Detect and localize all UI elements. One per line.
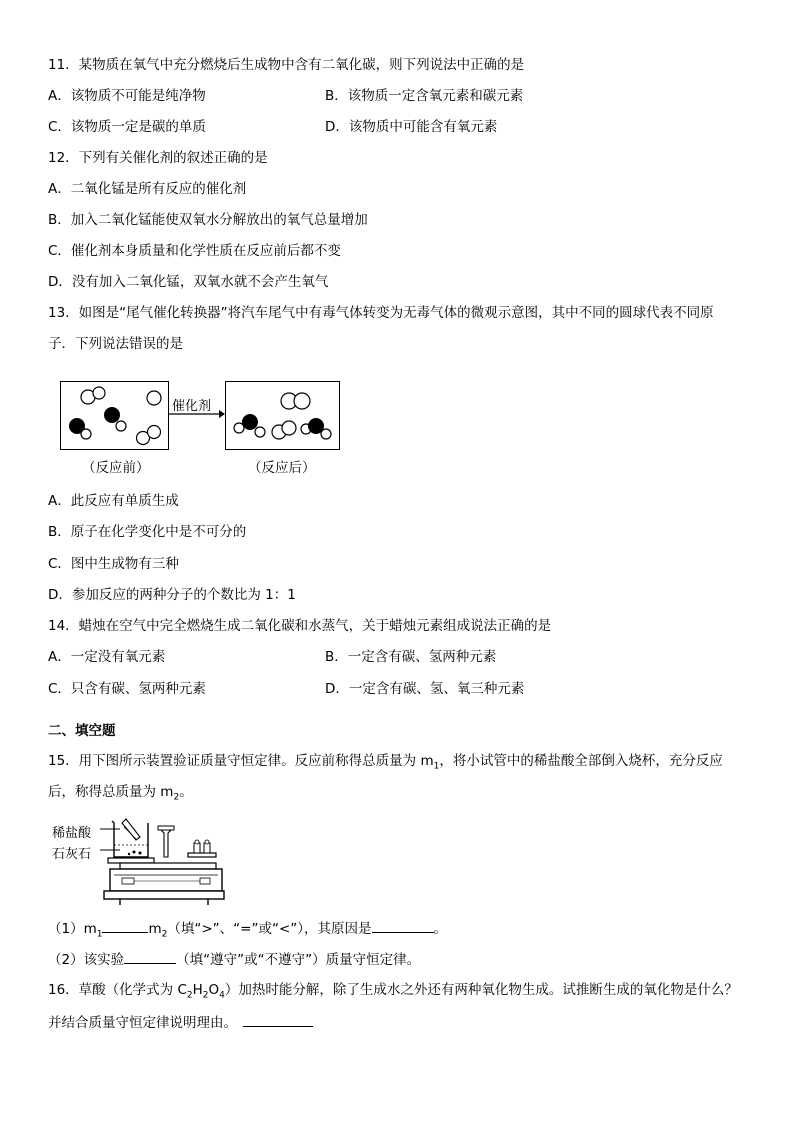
q15-part2: （2）该实验 （填“遵守”或“不遵守”）质量守恒定律。 bbox=[48, 949, 420, 969]
q12-stem: 12．下列有关催化剂的叙述正确的是 bbox=[48, 150, 268, 166]
atom-white bbox=[255, 427, 265, 437]
q15-part1-blank-compare[interactable] bbox=[102, 918, 148, 933]
q12-option-a[interactable]: A．二氧化锰是所有反应的催化剂 bbox=[48, 181, 247, 197]
atom-black bbox=[104, 407, 120, 423]
dilute-hcl-label: 稀盐酸 bbox=[52, 826, 92, 841]
atom-white bbox=[81, 429, 91, 439]
atom-white bbox=[321, 429, 331, 439]
before-reaction-box bbox=[60, 381, 169, 450]
section-title-fill-in: 二、填空题 bbox=[48, 723, 116, 739]
q11-option-b[interactable]: B．该物质一定含氧元素和碳元素 bbox=[325, 88, 524, 104]
q13-option-a[interactable]: A．此反应有单质生成 bbox=[48, 493, 179, 509]
q13-stem-line1: 13．如图是“尾气催化转换器”将汽车尾气中有毒气体转变为无毒气体的微观示意图，其中不同的圆球代表不同原 bbox=[48, 305, 714, 321]
after-reaction-box bbox=[225, 381, 340, 450]
atom-white bbox=[148, 426, 161, 439]
q14-stem: 14．蜡烛在空气中完全燃烧生成二氧化碳和水蒸气，关于蜡烛元素组成说法正确的是 bbox=[48, 618, 552, 634]
balance-with-beaker bbox=[100, 815, 225, 910]
atom-white bbox=[93, 387, 105, 399]
catalyst-label: 催化剂 bbox=[172, 399, 212, 414]
q14-option-b[interactable]: B．一定含有碳、氢两种元素 bbox=[325, 649, 497, 665]
q13-option-c[interactable]: C．图中生成物有三种 bbox=[48, 556, 179, 572]
q11-stem: 11．某物质在氧气中充分燃烧后生成物中含有二氧化碳，则下列说法中正确的是 bbox=[48, 57, 525, 73]
q11-option-d[interactable]: D．该物质中可能含有氧元素 bbox=[325, 119, 498, 135]
limestone-label: 石灰石 bbox=[52, 847, 92, 862]
after-reaction-caption: （反应后） bbox=[248, 460, 316, 476]
q16-line2: 并结合质量守恒定律说明理由。 bbox=[48, 1012, 313, 1032]
q16-line1: 16．草酸（化学式为 $C_2H_2O_4$）加热时能分解，除了生成水之外还有两种氧化物生成。试推断生成的氧化物是什么？ bbox=[48, 982, 738, 1001]
q11-option-c[interactable]: C．该物质一定是碳的单质 bbox=[48, 119, 206, 135]
q13-stem-line2: 子．下列说法错误的是 bbox=[48, 336, 183, 352]
before-reaction-molecules bbox=[61, 382, 168, 449]
before-reaction-caption: （反应前） bbox=[82, 460, 150, 476]
q15-part1: $(1)m_1$ $m_2$（填“>”、“=”或“<”），其原因是 。 bbox=[48, 918, 447, 944]
atom-black bbox=[242, 414, 258, 430]
atom-white bbox=[294, 393, 310, 409]
q13-option-d[interactable]: D．参加反应的两种分子的个数比为 1：1 bbox=[48, 587, 296, 603]
q11-option-a[interactable]: A．该物质不可能是纯净物 bbox=[48, 88, 206, 104]
q13-option-b[interactable]: B．原子在化学变化中是不可分的 bbox=[48, 524, 247, 540]
q15-part1-blank-reason[interactable] bbox=[372, 918, 434, 933]
q15-stem-line2: 后，称得总质量为 $m_2$。 bbox=[48, 784, 193, 803]
q15-part2-blank[interactable] bbox=[124, 949, 176, 964]
q14-option-d[interactable]: D．一定含有碳、氢、氧三种元素 bbox=[325, 681, 525, 697]
q12-option-b[interactable]: B．加入二氧化锰能使双氧水分解放出的氧气总量增加 bbox=[48, 212, 368, 228]
q16-answer-blank[interactable] bbox=[243, 1012, 313, 1027]
q15-stem-line1: 15．用下图所示装置验证质量守恒定律。反应前称得总质量为 $m_1$，将小试管中的稀盐酸全部倒入烧杯，充分反应 bbox=[48, 753, 723, 772]
q12-option-d[interactable]: D．没有加入二氧化锰，双氧水就不会产生氧气 bbox=[48, 274, 329, 290]
q14-option-a[interactable]: A．一定没有氧元素 bbox=[48, 649, 166, 665]
atom-white bbox=[282, 421, 296, 435]
after-reaction-molecules bbox=[226, 382, 339, 449]
atom-white bbox=[116, 421, 126, 431]
q14-option-c[interactable]: C．只含有碳、氢两种元素 bbox=[48, 681, 206, 697]
atom-white bbox=[147, 391, 161, 405]
q12-option-c[interactable]: C．催化剂本身质量和化学性质在反应前后都不变 bbox=[48, 243, 341, 259]
